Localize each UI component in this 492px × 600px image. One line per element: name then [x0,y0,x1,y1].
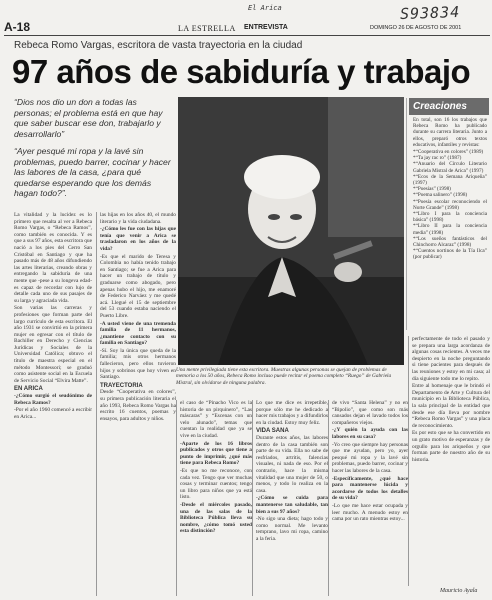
pull-quote-1: “Dios nos dio un don a todas las personas; el problema está en que hay que saber buscar ese don, trabajarlo y desarrollarlo” [14,97,163,139]
handwritten-source-note: El Arica [248,4,282,12]
article-column-4 [252,400,328,596]
answer: -Es que no me reconoce, con cada vez. Tengo que ver muchas cosas y terminar cuentos; tengo un libro para niños que ya está listo. [180,467,252,501]
answer: -No sigo una dieta; hago todo y como normal. Me levanto temprano, lavo mi ropa, camino a la feria. [256,516,328,542]
sidebar-intro: En total, son 16 los trabajos que Rebeca Romo ha publicado durante su carrera literaria. Junto a ellos, preparó otros textos educativos, infantiles y revistas: [413,117,487,148]
paragraph: Desde “Cooperativa en colores”, su primera publicación literaria el año 1993, Rebeca Romo Vargas ha escrito 16 cuentos, poemas y ensayos, para adultos y niños. [100,389,176,422]
paragraph: Es por esto que se ha convertido en un grato motivo de esperanzas y de orgullo para los ariqueños y que forman parte de nuestro año de su historia. [412,430,490,463]
paragraph: el caso de “Pinacho Vico es la historia de un pirquinero”, “Las máscaras” y “Escenas con un velo alunado”, temas que cuentan la realidad que ya se vive en la ciudad. [180,400,252,439]
question: -¿Cómo surgió el seudónimo de Rebeca Ramos? [14,393,92,406]
sidebar-item: *“Los sueños fantásticos del Chinchorro Alcaraz” (1998) [413,235,487,249]
question: -Específicamente, ¿qué hace para mantenerse lúcida y acordarse de todos los detalles de su vida? [332,475,408,502]
sidebar-item: *“Cooperativa en colores” (1989) [413,149,484,156]
sidebar-box [406,98,489,330]
question: -A usted viene de una tremenda familia de 11 hermanos, ¿mantiene contacto con su familia en Santiago? [100,320,176,347]
pull-quote-2: “Ayer pesqué mi ropa y la lavé sin problemas, puedo barrer, cocinar y hacer las labores de la casa, ¿para qué quedarse esperando que los demás hagan todo?”. [14,146,171,198]
sidebar-item: *“Ta jay rac ro” (1987) [413,155,462,162]
paragraph: Son varias las carreras y profesiones que forman parte del largo currículo de esta escritora. El año 1931 se convirtió en la primera mujer en egresar con el título de Bachiller en Derecho y Ciencias Jurídicas y Sociales de la Universidad Católica; obtuvo el título de maestra especial en el método Montessori; se graduó como asistente social en la Escuela de Servicio Social “Elvira Matte”. [14,305,92,384]
sidebar-item: *“Ecos de la Semana Ariqueña” (1997) [413,173,487,187]
answer: -Por el año 1960 comencé a escribir en Arica... [14,407,92,420]
subheading: EN ARICA [14,386,43,393]
paragraph: perfectamente de todo el pasado y se prepara una larga acordanza de algunas cosas recientes. A veces me despierto en la noche preguntando si tiene pacientes para después de las reuniones y estoy en mi casa; al día siguiente todo me lo repito. [412,336,490,382]
sidebar-item: *“Anuario del Círculo Literario Gabriela Mistral de Arica” (1997) [413,161,487,174]
question: -¿Cómo les fue con las hijas que tenía que venir a Arica se trasladaron en los años de la vida? [100,226,176,252]
sidebar-item: *“Poema salinero” (1998) [413,192,468,199]
sidebar-item: *“Libro II para la conciencia media” (1998) [413,223,487,236]
article-column-5 [328,400,408,596]
question: -Aparte de los 16 libros publicados y otros que tiene a punto de imprimir, ¿qué más tiene para Rebeca Romo? [180,440,252,467]
page-number: A-18 [4,20,31,34]
answer: -Yo creo que siempre hay personas que me ayudan, pero yo, ayer pesqué mi ropa y la lavé sin problemas, puedo barrer, cocinar y hacer las labores de la casa. [332,441,408,474]
photo-caption: Una mente privilegiada tiene esta escritora. Muestras algunas personas se quejan de problemas de memoria a los 50 años, Rebeca Romo incluso puede recitar el poema completo “Ruego” de Gabriela Mistral, sin olvidarse de ninguna palabra. [176,367,392,386]
sidebar-item: *“Cuentos nortinos de la Tía Ilca” (por publicar) [413,248,487,261]
handwritten-reference-code: S93834 [399,2,461,24]
paragraph: Durante estos años, las labores dentro de la casa también son parte de su vida. Ella no sabe de resfriados, artritis, falencias visuales, ni nada de eso. Por el contrario, hace la misma vitalidad que una mujer de 50, o menos, y todo lo realiza en la casa. [256,434,328,494]
article-column-1 [14,212,92,596]
article-kicker: Rebeca Romo Vargas, escritora de vasta trayectoria en la ciudad [14,40,303,51]
portrait-image [178,97,404,365]
question: -Desde el miércoles pasado, una de las salas de la Biblioteca Pública lleva su nombre, ¿cómo tomó usted esta distinción? [180,501,252,535]
subheading: VIDA SANA [256,428,289,435]
answer: -Lo que me hace estar ocupada y leer mucho. A menudo estoy en cama por un rato mientras estoy... [332,502,408,523]
article-column-6 [408,336,490,586]
paragraph: de vivo “Santa Helena” y no en “Bipolio”, que como son más cansados dejan el lavado todos los compañeros viejos. [332,400,408,426]
paragraph: Lo que me dice es irrepetible, porque sólo me he dedicado a hacer mis trabajos y a difundirlos en la ciudad. Estoy muy feliz. [256,400,328,426]
answer: -Es que el marido de Teresa y Colombia no había tenido trabajo en Santiago; se fue a Arica para hacer un trabajo de título y graduarse como abogado, pero apenas hubo el hijo, me enamoré de Federico Narváez y me quedé acá. Llegué el 15 de septiembre del 53 cuando estaba naciendo el Puerto Libre. [100,253,176,319]
article-photo [178,97,404,365]
answer: -Sí. Soy la única que queda de la familia; mis otros hermanos fallecieron, pero ellos tuvieron hijos y sobrinos que hoy viven en Santiago. [100,347,176,381]
header-rule [4,35,490,36]
article-headline: 97 años de sabiduría y trabajo [12,53,471,90]
newspaper-name: LA ESTRELLA [178,24,236,33]
section-label: ENTREVISTA [244,24,288,31]
article-column-3 [176,400,252,596]
sidebar-item: *“Poesía escolar reconociendo el Norte Grande” (1998) [413,198,487,211]
sidebar-item: *“Libro I para la conciencia básica” (1998) [413,211,487,224]
sidebar-title: Creaciones [409,98,489,115]
article-column-2 [96,212,176,596]
author-signature: Mauricio Ayala [440,588,478,594]
paragraph: La vitalidad y la lucidez es lo primero que resalta al ver a Rebeca Romo Vargas, o “Rebeca Ramos”, como también es conocida. Y es que a sus 97 años, esta escritora que nació a los pies del Cerro San Cristóbal en Santiago y que ha pasado más de 48 años difundiendo las artes literarias, creando obras y entregando la sabiduría de una mente que -pese a su longeva edad- es capaz de recordar con lujo de detalle cada uno de sus pasajes de su larga y agraciada vida. [14,212,92,304]
paragraph: las hijas en los años 40, el mundo literario y la vida ciudadana. [100,212,176,225]
sidebar-list [407,148,489,261]
sidebar-item: *“Poesías” (1998) [413,186,451,193]
paragraph: Entre al homenaje que le brindó el Departamento de Arte y Cultura del municipio en la Biblioteca Pública, la sala principal de la entidad que desde ese día lleva por nombre “Rebeca Romo Vargas” y una placa de reconocimiento. [412,383,490,429]
question: -¿Cómo se cuida para mantenerse tan saludable, tan bien a sus 97 años? [256,495,328,515]
question: -¿Y quién la ayuda con las labores en su casa? [332,427,408,440]
subheading: TRAYECTORIA [100,382,143,389]
issue-date: DOMINGO 26 DE AGOSTO DE 2001 [370,25,462,31]
